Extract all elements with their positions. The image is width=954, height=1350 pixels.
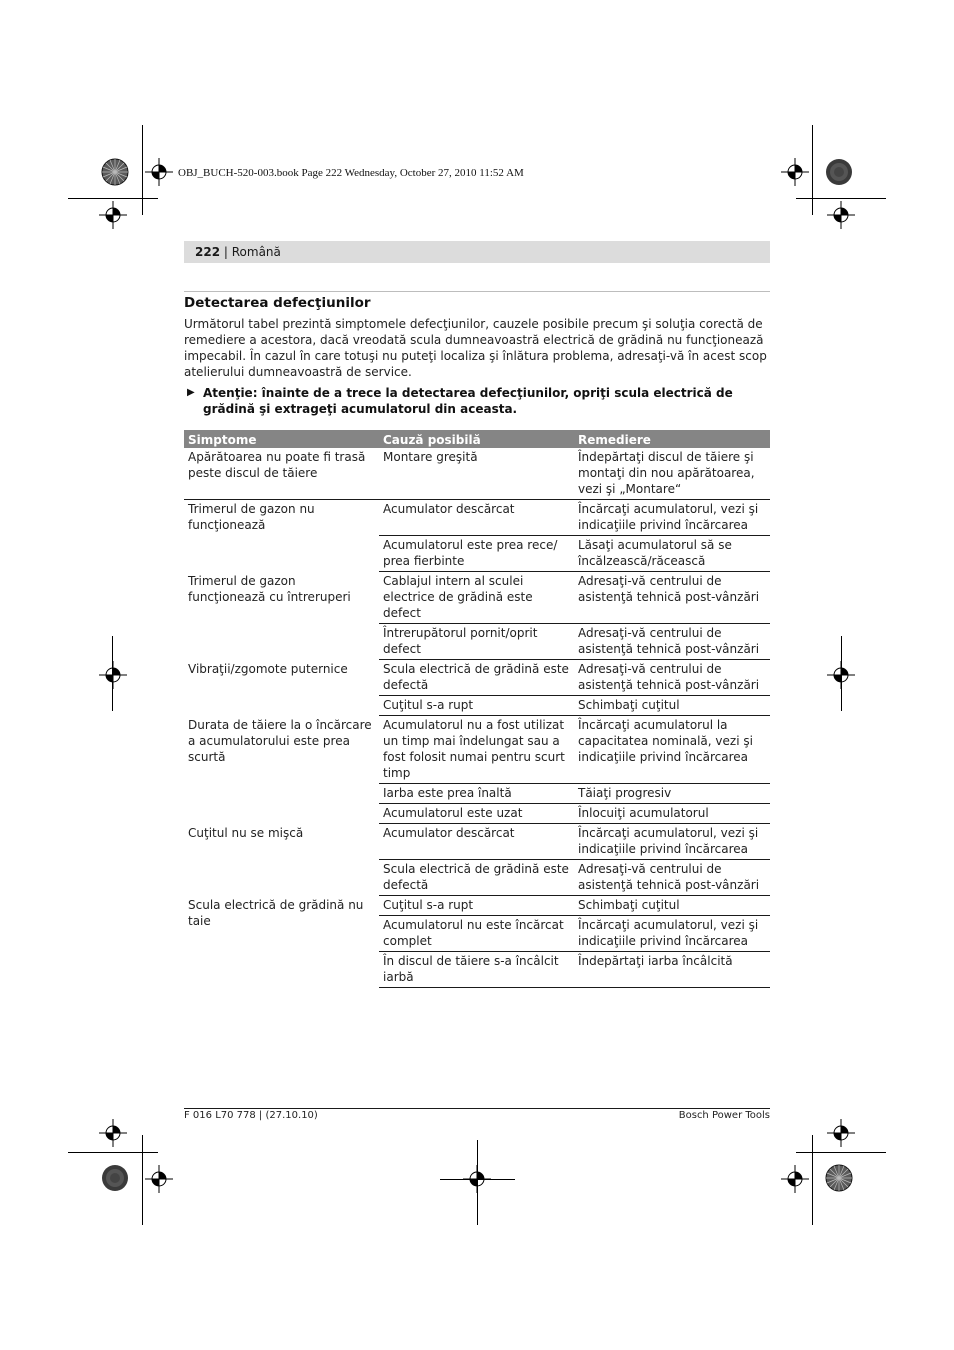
footer-doc-code: F 016 L70 778 | (27.10.10) [184, 1110, 318, 1121]
footer-rule [184, 1108, 770, 1109]
crosshair-target-icon [145, 1165, 173, 1193]
registration-wheel-icon [101, 1164, 129, 1192]
header-language: Română [231, 245, 281, 259]
remedy-cell: Adresaţi-vă centrului de asistenţă tehnică post-vânzări [574, 624, 770, 660]
remedy-cell: Adresaţi-vă centrului de asistenţă tehnică post-vânzări [574, 660, 770, 696]
cause-cell: Cuţitul s-a rupt [379, 696, 574, 716]
symptom-cell: Trimerul de gazon funcţionează cu întreruperi [188, 573, 351, 604]
symptom-cell: Vibraţii/zgomote puternice [188, 661, 348, 676]
remedy-cell: Încărcaţi acumulatorul, vezi şi indicaţiile privind încărcarea [574, 824, 770, 860]
symptom-cell: Scula electrică de grădină nu taie [188, 897, 364, 928]
remedy-cell: Încărcaţi acumulatorul, vezi şi indicaţiile privind încărcarea [574, 500, 770, 536]
remedy-cell: Încărcaţi acumulatorul, vezi şi indicaţiile privind încărcarea [574, 916, 770, 952]
page-header [184, 241, 770, 263]
remedy-cell: Îndepărtaţi discul de tăiere şi montaţi din nou apărătoarea, vezi şi „Montare“ [574, 448, 770, 500]
column-header-cause: Cauză posibilă [379, 430, 574, 448]
cause-cell: Acumulatorul este prea rece/ prea fierbinte [379, 536, 574, 572]
file-info: OBJ_BUCH-520-003.book Page 222 Wednesday, October 27, 2010 11:52 AM [178, 167, 524, 179]
crosshair-target-icon [781, 1165, 809, 1193]
cause-cell: Acumulatorul este uzat [379, 804, 574, 824]
remedy-cell: Încărcaţi acumulatorul la capacitatea nominală, vezi şi indicaţiile privind încărcarea [574, 716, 770, 784]
symptom-cell: Trimerul de gazon nu funcţionează [188, 502, 315, 532]
remedy-cell: Adresaţi-vă centrului de asistenţă tehnică post-vânzări [574, 572, 770, 624]
cause-cell: Întrerupătorul pornit/oprit defect [379, 624, 574, 660]
cause-cell: Scula electrică de grădină este defectă [379, 860, 574, 896]
remedy-cell: Schimbaţi cuţitul [574, 696, 770, 716]
column-header-symptoms: Simptome [184, 430, 379, 448]
column-header-remedy: Remediere [574, 430, 770, 448]
table-header-row [184, 430, 770, 448]
remedy-cell: Tăiaţi progresiv [574, 784, 770, 804]
symptom-cell: Cuţitul nu se mişcă [188, 825, 304, 840]
remedy-cell: Lăsaţi acumulatorul să se încălzească/răcească [574, 536, 770, 572]
registration-wheel-icon [825, 1164, 853, 1192]
crosshair-target-icon [145, 158, 173, 186]
crosshair-target-icon [781, 158, 809, 186]
symptom-cell: Durata de tăiere la o încărcare a acumulatorului este prea scurtă [188, 717, 372, 764]
footer-brand: Bosch Power Tools [678, 1110, 770, 1121]
header-separator: | [220, 245, 232, 259]
section-rule [184, 291, 770, 292]
cause-cell: Iarba este prea înaltă [379, 784, 574, 804]
section-title: Detectarea defecţiunilor [184, 295, 371, 311]
registration-wheel-icon [101, 158, 129, 186]
cause-cell: Montare greşită [379, 448, 574, 500]
table-row [184, 824, 770, 860]
crosshair-target-icon [99, 201, 127, 229]
registration-wheel-icon [825, 158, 853, 186]
table-row [184, 500, 770, 536]
crosshair-target-icon [99, 1119, 127, 1147]
troubleshooting-table [184, 430, 770, 988]
cause-cell: Acumulator descărcat [379, 500, 574, 536]
remedy-cell: Adresaţi-vă centrului de asistenţă tehnică post-vânzări [574, 860, 770, 896]
cause-cell: Cuţitul s-a rupt [379, 896, 574, 916]
warning-note [184, 385, 770, 417]
remedy-cell: Înlocuiţi acumulatorul [574, 804, 770, 824]
crosshair-target-icon [827, 201, 855, 229]
table-row [184, 896, 770, 916]
cause-cell: Cablajul intern al sculei electrice de grădină este defect [379, 572, 574, 624]
table-row [184, 716, 770, 784]
page-number: 222 [195, 245, 221, 259]
triangle-right-icon: ▶ [187, 387, 195, 398]
cause-cell: În discul de tăiere s-a încâlcit iarbă [379, 952, 574, 988]
table-row [184, 572, 770, 624]
cause-cell: Acumulator descărcat [379, 824, 574, 860]
crosshair-target-icon [99, 661, 127, 689]
table-row [184, 448, 770, 500]
warning-text: Atenţie: înainte de a trece la detectarea defecţiunilor, opriţi scula electrică de grădină şi extrageţi acumulatorul din aceasta. [203, 386, 733, 416]
remedy-cell: Îndepărtaţi iarba încâlcită [574, 952, 770, 988]
cause-cell: Scula electrică de grădină este defectă [379, 660, 574, 696]
cause-cell: Acumulatorul nu este încărcat complet [379, 916, 574, 952]
crosshair-target-icon [827, 1119, 855, 1147]
symptom-cell: Apărătoarea nu poate fi trasă peste discul de tăiere [184, 448, 379, 500]
remedy-cell: Schimbaţi cuţitul [574, 896, 770, 916]
cause-cell: Acumulatorul nu a fost utilizat un timp mai îndelungat sau a fost folosit numai pentru scurt timp [379, 716, 574, 784]
intro-paragraph: Următorul tabel prezintă simptomele defecţiunilor, cauzele posibile precum şi soluţia corectă de remediere a acestora, dacă vreodată scula dumneavoastră electrică de grădină nu funcţionează impecabil. În cazul în care totuşi nu puteţi localiza şi înlătura problema, adresaţi-vă în acest scop atelierului dumneavoastră de service. [184, 317, 767, 379]
table-row [184, 660, 770, 696]
